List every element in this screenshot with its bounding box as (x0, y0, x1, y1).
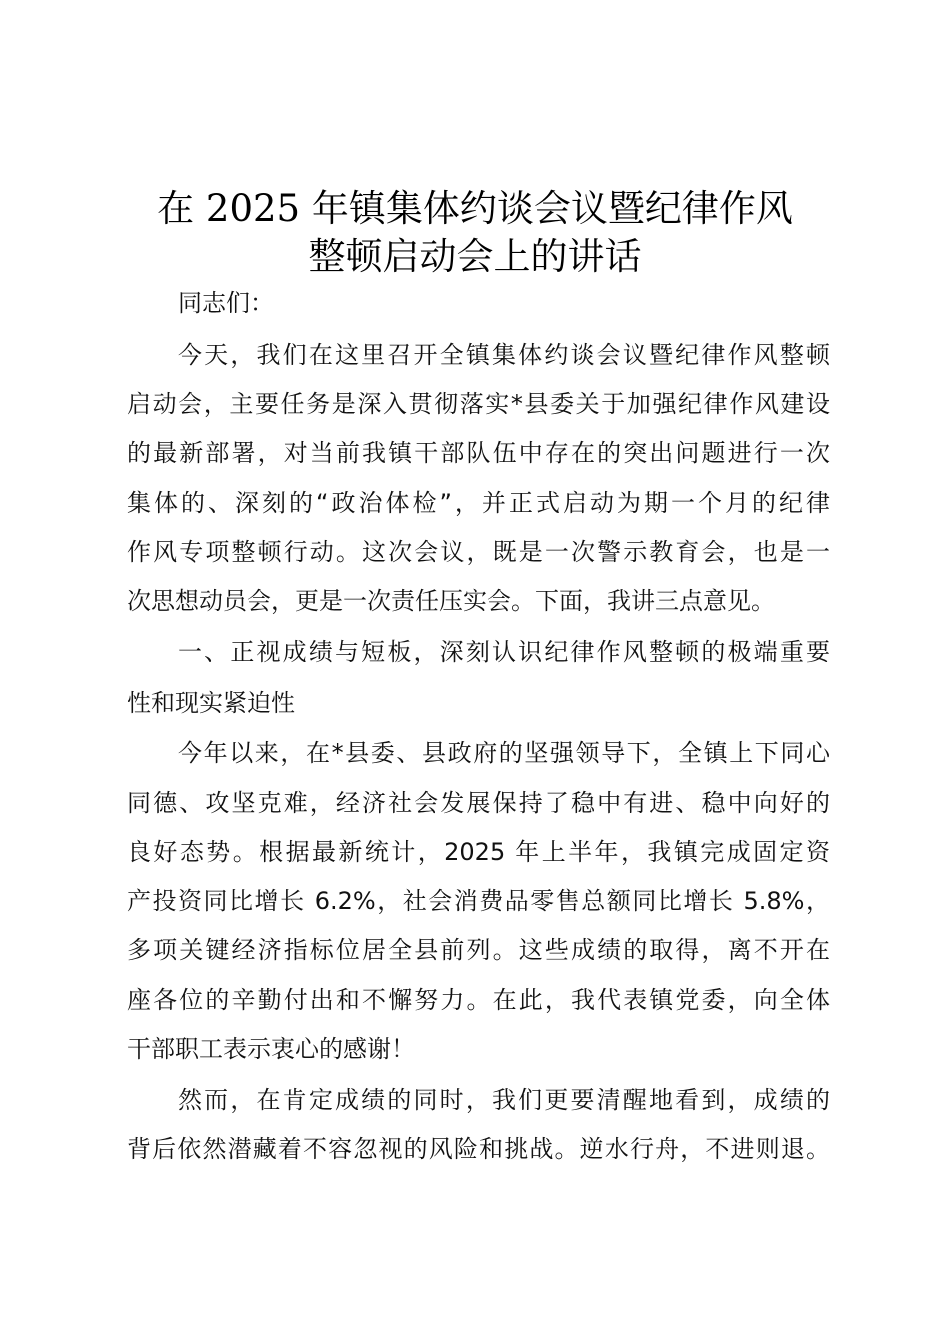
paragraph-line: 的最新部署，对当前我镇干部队伍中存在的突出问题进行一次 (127, 439, 830, 467)
salutation: 同志们： (178, 289, 274, 317)
document-title-line-1: 在 2025 年镇集体约谈会议暨纪律作风 (157, 187, 793, 230)
paragraph-line: 启动会，主要任务是深入贯彻落实*县委关于加强纪律作风建设 (127, 390, 830, 418)
paragraph-line: 今天，我们在这里召开全镇集体约谈会议暨纪律作风整顿 (178, 341, 830, 369)
paragraph-line: 次思想动员会，更是一次责任压实会。下面，我讲三点意见。 (127, 587, 775, 615)
document-title-line-2: 整顿启动会上的讲话 (308, 235, 642, 278)
paragraph-line: 同德、攻坚克难，经济社会发展保持了稳中有进、稳中向好的 (127, 789, 830, 817)
section-heading-line: 一、正视成绩与短板，深刻认识纪律作风整顿的极端重要 (178, 638, 830, 666)
paragraph-line: 今年以来，在*县委、县政府的坚强领导下，全镇上下同心 (178, 739, 830, 767)
section-heading-line: 性和现实紧迫性 (127, 689, 295, 717)
paragraph-line: 干部职工表示衷心的感谢！ (127, 1035, 415, 1063)
paragraph-line: 背后依然潜藏着不容忽视的风险和挑战。逆水行舟，不进则退。 (127, 1135, 830, 1163)
paragraph-line: 产投资同比增长 6.2%，社会消费品零售总额同比增长 5.8%， (127, 887, 830, 915)
paragraph-line: 然而，在肯定成绩的同时，我们更要清醒地看到，成绩的 (178, 1086, 830, 1114)
paragraph-line: 良好态势。根据最新统计，2025 年上半年，我镇完成固定资 (127, 838, 830, 866)
paragraph-line: 集体的、深刻的“政治体检”，并正式启动为期一个月的纪律 (127, 489, 830, 517)
paragraph-line: 作风专项整顿行动。这次会议，既是一次警示教育会，也是一 (127, 538, 830, 566)
paragraph-line: 多项关键经济指标位居全县前列。这些成绩的取得，离不开在 (127, 936, 830, 964)
paragraph-line: 座各位的辛勤付出和不懈努力。在此，我代表镇党委，向全体 (127, 986, 830, 1014)
